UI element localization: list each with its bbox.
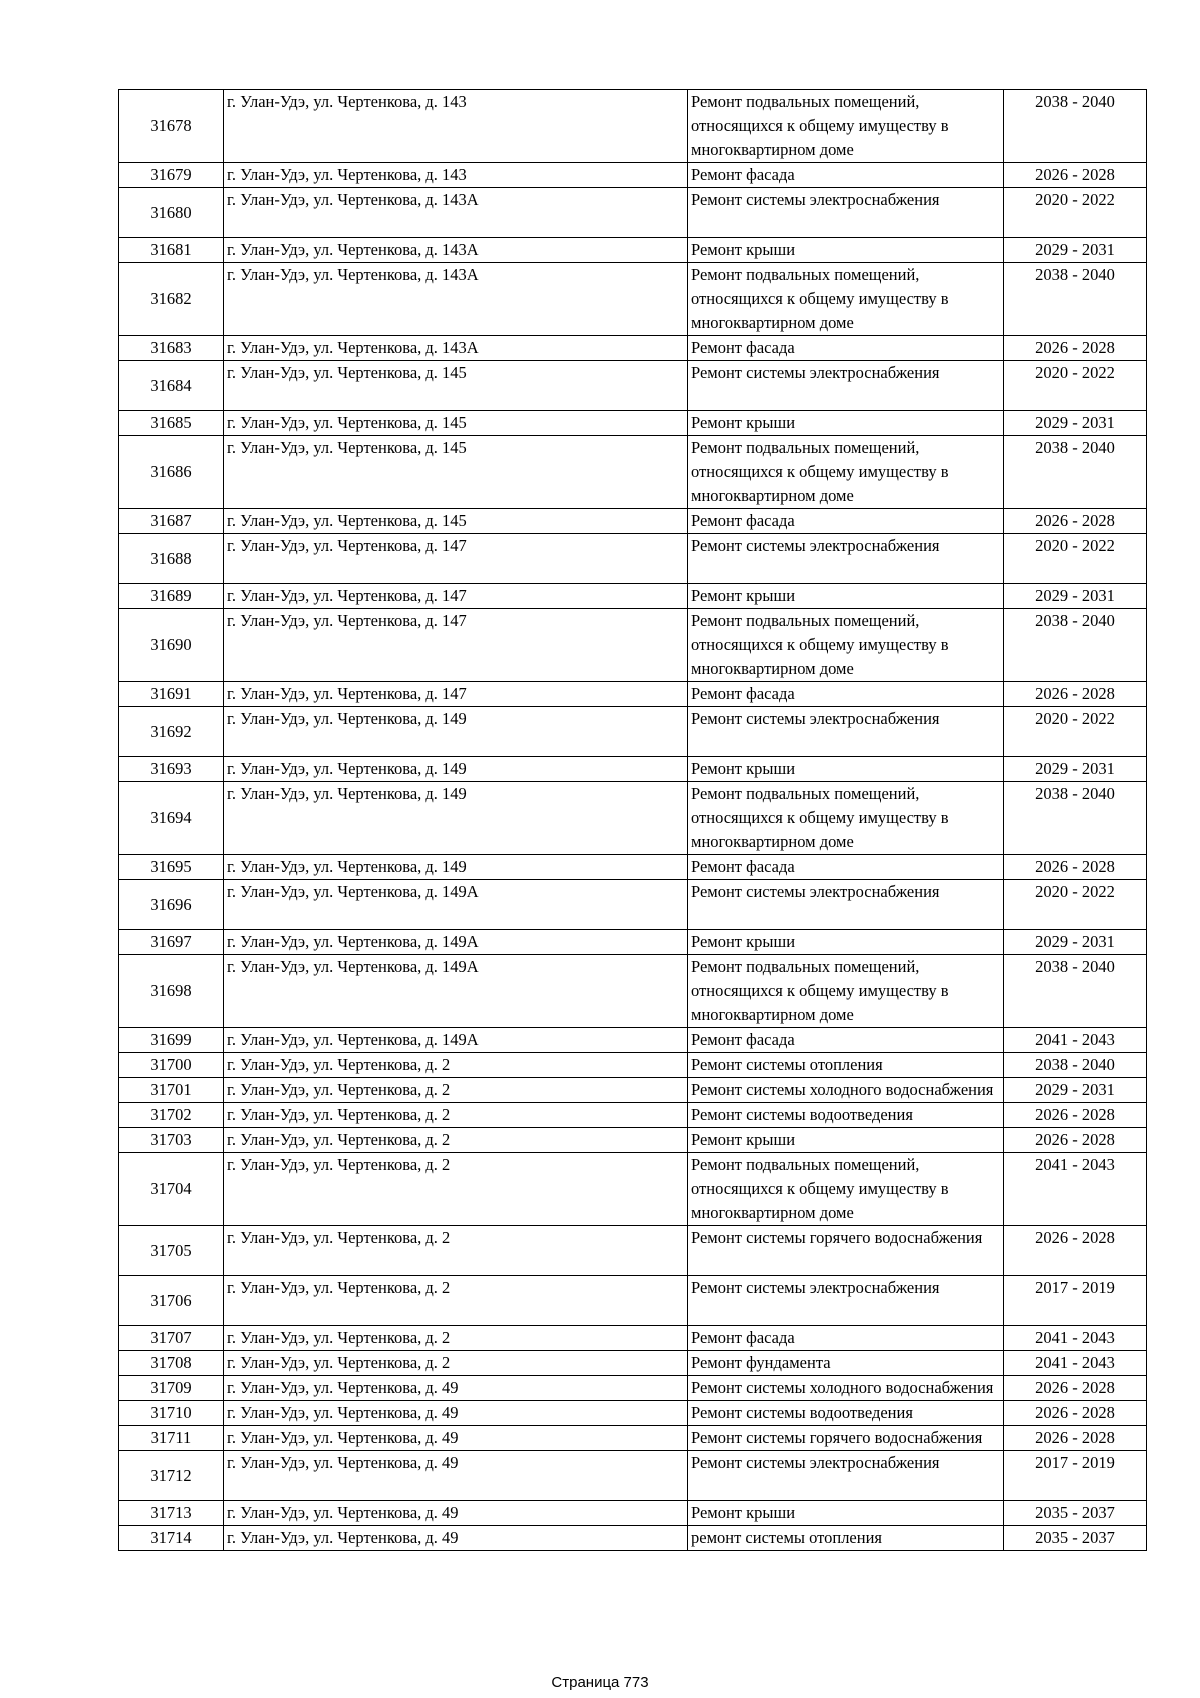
address-cell: г. Улан-Удэ, ул. Чертенкова, д. 2 bbox=[224, 1226, 688, 1276]
row-number-cell: 31707 bbox=[119, 1326, 224, 1351]
period-cell: 2038 - 2040 bbox=[1004, 609, 1147, 682]
table-row bbox=[119, 782, 1147, 855]
row-number-cell: 31691 bbox=[119, 682, 224, 707]
table-row bbox=[119, 1028, 1147, 1053]
work-type-cell: Ремонт системы холодного водоснабжения bbox=[688, 1376, 1004, 1401]
work-type-cell: Ремонт системы электроснабжения bbox=[688, 361, 1004, 411]
work-type-cell: Ремонт фасада bbox=[688, 163, 1004, 188]
work-type-cell: Ремонт крыши bbox=[688, 411, 1004, 436]
address-cell: г. Улан-Удэ, ул. Чертенкова, д. 149А bbox=[224, 955, 688, 1028]
address-cell: г. Улан-Удэ, ул. Чертенкова, д. 143А bbox=[224, 188, 688, 238]
table-row bbox=[119, 411, 1147, 436]
address-cell: г. Улан-Удэ, ул. Чертенкова, д. 2 bbox=[224, 1276, 688, 1326]
table-row bbox=[119, 1078, 1147, 1103]
period-cell: 2038 - 2040 bbox=[1004, 436, 1147, 509]
work-type-cell: Ремонт фасада bbox=[688, 336, 1004, 361]
table-row bbox=[119, 1401, 1147, 1426]
address-cell: г. Улан-Удэ, ул. Чертенкова, д. 2 bbox=[224, 1078, 688, 1103]
table-row bbox=[119, 955, 1147, 1028]
row-number-cell: 31689 bbox=[119, 584, 224, 609]
address-cell: г. Улан-Удэ, ул. Чертенкова, д. 2 bbox=[224, 1103, 688, 1128]
address-cell: г. Улан-Удэ, ул. Чертенкова, д. 147 bbox=[224, 609, 688, 682]
table-row bbox=[119, 1426, 1147, 1451]
period-cell: 2041 - 2043 bbox=[1004, 1028, 1147, 1053]
address-cell: г. Улан-Удэ, ул. Чертенкова, д. 49 bbox=[224, 1426, 688, 1451]
row-number-cell: 31708 bbox=[119, 1351, 224, 1376]
work-type-cell: Ремонт системы электроснабжения bbox=[688, 1276, 1004, 1326]
work-type-cell: Ремонт системы холодного водоснабжения bbox=[688, 1078, 1004, 1103]
period-cell: 2017 - 2019 bbox=[1004, 1451, 1147, 1501]
table-row bbox=[119, 682, 1147, 707]
work-type-cell: Ремонт системы водоотведения bbox=[688, 1401, 1004, 1426]
row-number-cell: 31705 bbox=[119, 1226, 224, 1276]
table-row bbox=[119, 163, 1147, 188]
address-cell: г. Улан-Удэ, ул. Чертенкова, д. 49 bbox=[224, 1401, 688, 1426]
period-cell: 2026 - 2028 bbox=[1004, 1103, 1147, 1128]
work-type-cell: Ремонт системы горячего водоснабжения bbox=[688, 1226, 1004, 1276]
period-cell: 2026 - 2028 bbox=[1004, 855, 1147, 880]
work-type-cell: Ремонт фундамента bbox=[688, 1351, 1004, 1376]
repair-schedule-table bbox=[118, 89, 1147, 1551]
period-cell: 2026 - 2028 bbox=[1004, 1376, 1147, 1401]
address-cell: г. Улан-Удэ, ул. Чертенкова, д. 149А bbox=[224, 1028, 688, 1053]
work-type-cell: Ремонт фасада bbox=[688, 509, 1004, 534]
period-cell: 2020 - 2022 bbox=[1004, 534, 1147, 584]
work-type-cell: Ремонт системы электроснабжения bbox=[688, 188, 1004, 238]
work-type-cell: Ремонт фасада bbox=[688, 1326, 1004, 1351]
row-number-cell: 31678 bbox=[119, 90, 224, 163]
row-number-cell: 31687 bbox=[119, 509, 224, 534]
period-cell: 2020 - 2022 bbox=[1004, 707, 1147, 757]
table-body bbox=[119, 90, 1147, 1551]
work-type-cell: Ремонт подвальных помещений, относящихся к общему имуществу в многоквартирном доме bbox=[688, 955, 1004, 1028]
row-number-cell: 31696 bbox=[119, 880, 224, 930]
table-row bbox=[119, 855, 1147, 880]
period-cell: 2029 - 2031 bbox=[1004, 238, 1147, 263]
table-row bbox=[119, 1103, 1147, 1128]
work-type-cell: ремонт системы отопления bbox=[688, 1526, 1004, 1551]
address-cell: г. Улан-Удэ, ул. Чертенкова, д. 49 bbox=[224, 1451, 688, 1501]
work-type-cell: Ремонт крыши bbox=[688, 757, 1004, 782]
table-row bbox=[119, 1276, 1147, 1326]
address-cell: г. Улан-Удэ, ул. Чертенкова, д. 145 bbox=[224, 509, 688, 534]
table-row bbox=[119, 930, 1147, 955]
table-row bbox=[119, 509, 1147, 534]
address-cell: г. Улан-Удэ, ул. Чертенкова, д. 145 bbox=[224, 436, 688, 509]
table-row bbox=[119, 609, 1147, 682]
period-cell: 2026 - 2028 bbox=[1004, 336, 1147, 361]
table-row bbox=[119, 880, 1147, 930]
period-cell: 2029 - 2031 bbox=[1004, 757, 1147, 782]
address-cell: г. Улан-Удэ, ул. Чертенкова, д. 149 bbox=[224, 782, 688, 855]
address-cell: г. Улан-Удэ, ул. Чертенкова, д. 143 bbox=[224, 163, 688, 188]
address-cell: г. Улан-Удэ, ул. Чертенкова, д. 49 bbox=[224, 1526, 688, 1551]
address-cell: г. Улан-Удэ, ул. Чертенкова, д. 2 bbox=[224, 1128, 688, 1153]
address-cell: г. Улан-Удэ, ул. Чертенкова, д. 143А bbox=[224, 238, 688, 263]
table-row bbox=[119, 1153, 1147, 1226]
row-number-cell: 31692 bbox=[119, 707, 224, 757]
row-number-cell: 31698 bbox=[119, 955, 224, 1028]
row-number-cell: 31679 bbox=[119, 163, 224, 188]
period-cell: 2020 - 2022 bbox=[1004, 361, 1147, 411]
period-cell: 2026 - 2028 bbox=[1004, 682, 1147, 707]
period-cell: 2029 - 2031 bbox=[1004, 411, 1147, 436]
period-cell: 2026 - 2028 bbox=[1004, 1401, 1147, 1426]
row-number-cell: 31697 bbox=[119, 930, 224, 955]
row-number-cell: 31711 bbox=[119, 1426, 224, 1451]
table-row bbox=[119, 757, 1147, 782]
table-row bbox=[119, 263, 1147, 336]
table-row bbox=[119, 1376, 1147, 1401]
address-cell: г. Улан-Удэ, ул. Чертенкова, д. 143А bbox=[224, 263, 688, 336]
address-cell: г. Улан-Удэ, ул. Чертенкова, д. 2 bbox=[224, 1153, 688, 1226]
table-row bbox=[119, 238, 1147, 263]
address-cell: г. Улан-Удэ, ул. Чертенкова, д. 49 bbox=[224, 1501, 688, 1526]
row-number-cell: 31703 bbox=[119, 1128, 224, 1153]
work-type-cell: Ремонт крыши bbox=[688, 238, 1004, 263]
period-cell: 2041 - 2043 bbox=[1004, 1351, 1147, 1376]
table-row bbox=[119, 188, 1147, 238]
row-number-cell: 31706 bbox=[119, 1276, 224, 1326]
period-cell: 2020 - 2022 bbox=[1004, 880, 1147, 930]
period-cell: 2026 - 2028 bbox=[1004, 509, 1147, 534]
table-row bbox=[119, 436, 1147, 509]
address-cell: г. Улан-Удэ, ул. Чертенкова, д. 149 bbox=[224, 707, 688, 757]
work-type-cell: Ремонт подвальных помещений, относящихся к общему имуществу в многоквартирном доме bbox=[688, 782, 1004, 855]
work-type-cell: Ремонт крыши bbox=[688, 584, 1004, 609]
work-type-cell: Ремонт системы электроснабжения bbox=[688, 534, 1004, 584]
row-number-cell: 31714 bbox=[119, 1526, 224, 1551]
table-row bbox=[119, 1326, 1147, 1351]
work-type-cell: Ремонт системы электроснабжения bbox=[688, 1451, 1004, 1501]
address-cell: г. Улан-Удэ, ул. Чертенкова, д. 147 bbox=[224, 584, 688, 609]
address-cell: г. Улан-Удэ, ул. Чертенкова, д. 2 bbox=[224, 1351, 688, 1376]
table-row bbox=[119, 584, 1147, 609]
work-type-cell: Ремонт подвальных помещений, относящихся к общему имуществу в многоквартирном доме bbox=[688, 609, 1004, 682]
address-cell: г. Улан-Удэ, ул. Чертенкова, д. 2 bbox=[224, 1326, 688, 1351]
work-type-cell: Ремонт системы водоотведения bbox=[688, 1103, 1004, 1128]
work-type-cell: Ремонт крыши bbox=[688, 1128, 1004, 1153]
row-number-cell: 31700 bbox=[119, 1053, 224, 1078]
period-cell: 2038 - 2040 bbox=[1004, 1053, 1147, 1078]
period-cell: 2035 - 2037 bbox=[1004, 1526, 1147, 1551]
row-number-cell: 31685 bbox=[119, 411, 224, 436]
period-cell: 2038 - 2040 bbox=[1004, 955, 1147, 1028]
work-type-cell: Ремонт фасада bbox=[688, 855, 1004, 880]
work-type-cell: Ремонт фасада bbox=[688, 1028, 1004, 1053]
work-type-cell: Ремонт подвальных помещений, относящихся к общему имуществу в многоквартирном доме bbox=[688, 436, 1004, 509]
table-row bbox=[119, 534, 1147, 584]
period-cell: 2029 - 2031 bbox=[1004, 930, 1147, 955]
row-number-cell: 31694 bbox=[119, 782, 224, 855]
table-row bbox=[119, 1053, 1147, 1078]
row-number-cell: 31699 bbox=[119, 1028, 224, 1053]
repair-schedule-sheet bbox=[118, 89, 1146, 1551]
period-cell: 2041 - 2043 bbox=[1004, 1326, 1147, 1351]
row-number-cell: 31688 bbox=[119, 534, 224, 584]
table-row bbox=[119, 1351, 1147, 1376]
address-cell: г. Улан-Удэ, ул. Чертенкова, д. 2 bbox=[224, 1053, 688, 1078]
period-cell: 2026 - 2028 bbox=[1004, 1426, 1147, 1451]
row-number-cell: 31683 bbox=[119, 336, 224, 361]
period-cell: 2017 - 2019 bbox=[1004, 1276, 1147, 1326]
period-cell: 2026 - 2028 bbox=[1004, 1128, 1147, 1153]
address-cell: г. Улан-Удэ, ул. Чертенкова, д. 49 bbox=[224, 1376, 688, 1401]
work-type-cell: Ремонт подвальных помещений, относящихся к общему имуществу в многоквартирном доме bbox=[688, 90, 1004, 163]
address-cell: г. Улан-Удэ, ул. Чертенкова, д. 149 bbox=[224, 855, 688, 880]
address-cell: г. Улан-Удэ, ул. Чертенкова, д. 147 bbox=[224, 534, 688, 584]
period-cell: 2035 - 2037 bbox=[1004, 1501, 1147, 1526]
table-row bbox=[119, 90, 1147, 163]
row-number-cell: 31695 bbox=[119, 855, 224, 880]
table-row bbox=[119, 1226, 1147, 1276]
page-number: Страница 773 bbox=[551, 1674, 649, 1691]
row-number-cell: 31704 bbox=[119, 1153, 224, 1226]
work-type-cell: Ремонт системы электроснабжения bbox=[688, 880, 1004, 930]
table-row bbox=[119, 1128, 1147, 1153]
period-cell: 2038 - 2040 bbox=[1004, 263, 1147, 336]
address-cell: г. Улан-Удэ, ул. Чертенкова, д. 143А bbox=[224, 336, 688, 361]
work-type-cell: Ремонт фасада bbox=[688, 682, 1004, 707]
period-cell: 2038 - 2040 bbox=[1004, 90, 1147, 163]
table-row bbox=[119, 1451, 1147, 1501]
row-number-cell: 31681 bbox=[119, 238, 224, 263]
work-type-cell: Ремонт подвальных помещений, относящихся к общему имуществу в многоквартирном доме bbox=[688, 263, 1004, 336]
table-row bbox=[119, 336, 1147, 361]
address-cell: г. Улан-Удэ, ул. Чертенкова, д. 143 bbox=[224, 90, 688, 163]
period-cell: 2029 - 2031 bbox=[1004, 1078, 1147, 1103]
table-row bbox=[119, 1501, 1147, 1526]
work-type-cell: Ремонт подвальных помещений, относящихся к общему имуществу в многоквартирном доме bbox=[688, 1153, 1004, 1226]
row-number-cell: 31693 bbox=[119, 757, 224, 782]
work-type-cell: Ремонт системы отопления bbox=[688, 1053, 1004, 1078]
table-row bbox=[119, 361, 1147, 411]
period-cell: 2038 - 2040 bbox=[1004, 782, 1147, 855]
row-number-cell: 31701 bbox=[119, 1078, 224, 1103]
row-number-cell: 31680 bbox=[119, 188, 224, 238]
row-number-cell: 31713 bbox=[119, 1501, 224, 1526]
address-cell: г. Улан-Удэ, ул. Чертенкова, д. 147 bbox=[224, 682, 688, 707]
table-row bbox=[119, 707, 1147, 757]
address-cell: г. Улан-Удэ, ул. Чертенкова, д. 149А bbox=[224, 880, 688, 930]
work-type-cell: Ремонт системы электроснабжения bbox=[688, 707, 1004, 757]
row-number-cell: 31710 bbox=[119, 1401, 224, 1426]
period-cell: 2026 - 2028 bbox=[1004, 1226, 1147, 1276]
row-number-cell: 31712 bbox=[119, 1451, 224, 1501]
period-cell: 2029 - 2031 bbox=[1004, 584, 1147, 609]
table-row bbox=[119, 1526, 1147, 1551]
address-cell: г. Улан-Удэ, ул. Чертенкова, д. 145 bbox=[224, 361, 688, 411]
address-cell: г. Улан-Удэ, ул. Чертенкова, д. 149А bbox=[224, 930, 688, 955]
row-number-cell: 31709 bbox=[119, 1376, 224, 1401]
row-number-cell: 31684 bbox=[119, 361, 224, 411]
period-cell: 2026 - 2028 bbox=[1004, 163, 1147, 188]
work-type-cell: Ремонт системы горячего водоснабжения bbox=[688, 1426, 1004, 1451]
period-cell: 2041 - 2043 bbox=[1004, 1153, 1147, 1226]
work-type-cell: Ремонт крыши bbox=[688, 930, 1004, 955]
row-number-cell: 31702 bbox=[119, 1103, 224, 1128]
row-number-cell: 31686 bbox=[119, 436, 224, 509]
row-number-cell: 31690 bbox=[119, 609, 224, 682]
period-cell: 2020 - 2022 bbox=[1004, 188, 1147, 238]
address-cell: г. Улан-Удэ, ул. Чертенкова, д. 145 bbox=[224, 411, 688, 436]
work-type-cell: Ремонт крыши bbox=[688, 1501, 1004, 1526]
row-number-cell: 31682 bbox=[119, 263, 224, 336]
address-cell: г. Улан-Удэ, ул. Чертенкова, д. 149 bbox=[224, 757, 688, 782]
